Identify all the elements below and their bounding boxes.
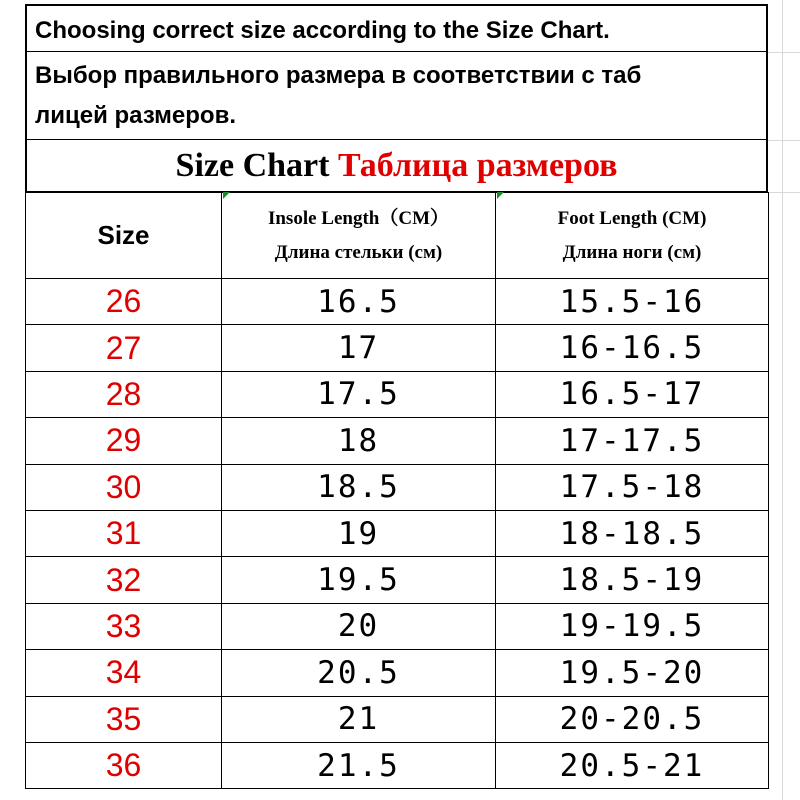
chart-title-russian: Таблица размеров bbox=[337, 147, 618, 184]
insole-length-cell[interactable]: 18.5 bbox=[222, 464, 496, 510]
insole-length-cell[interactable]: 20.5 bbox=[222, 650, 496, 696]
table-row bbox=[26, 603, 769, 649]
size-cell[interactable]: 28 bbox=[26, 371, 222, 417]
sheet-gridline bbox=[768, 140, 800, 141]
foot-length-cell[interactable]: 19.5-20 bbox=[496, 650, 769, 696]
size-cell[interactable]: 36 bbox=[26, 742, 222, 788]
table-row bbox=[26, 650, 769, 696]
table-row bbox=[26, 510, 769, 556]
insole-length-cell[interactable]: 19 bbox=[222, 510, 496, 556]
header-foot-russian: Длина ноги (см) bbox=[562, 241, 702, 263]
header-foot-length[interactable] bbox=[496, 193, 769, 279]
notice-english-text: Choosing correct size according to the Size Chart. bbox=[35, 17, 610, 44]
foot-length-cell[interactable]: 20.5-21 bbox=[496, 742, 769, 788]
size-cell[interactable]: 32 bbox=[26, 557, 222, 603]
comment-indicator-icon[interactable] bbox=[497, 192, 504, 199]
table-row bbox=[26, 557, 769, 603]
size-cell[interactable]: 31 bbox=[26, 510, 222, 556]
insole-length-cell[interactable]: 17.5 bbox=[222, 371, 496, 417]
insole-length-cell[interactable]: 18 bbox=[222, 418, 496, 464]
size-table bbox=[25, 192, 769, 789]
insole-length-cell[interactable]: 20 bbox=[222, 603, 496, 649]
table-row bbox=[26, 371, 769, 417]
foot-length-cell[interactable]: 16-16.5 bbox=[496, 325, 769, 371]
table-row bbox=[26, 742, 769, 788]
insole-length-cell[interactable]: 19.5 bbox=[222, 557, 496, 603]
header-foot-english: Foot Length (CM) bbox=[557, 207, 707, 229]
foot-length-cell[interactable]: 19-19.5 bbox=[496, 603, 769, 649]
sheet-gridline bbox=[768, 192, 800, 193]
notice-cell-russian[interactable] bbox=[25, 52, 768, 140]
table-row bbox=[26, 279, 769, 325]
header-size[interactable]: Size bbox=[26, 193, 222, 279]
foot-length-cell[interactable]: 20-20.5 bbox=[496, 696, 769, 742]
size-cell[interactable]: 29 bbox=[26, 418, 222, 464]
sheet-gridline bbox=[782, 0, 783, 800]
header-insole-russian: Длина стельки (см) bbox=[274, 241, 443, 263]
size-cell[interactable]: 34 bbox=[26, 650, 222, 696]
insole-length-cell[interactable]: 21.5 bbox=[222, 742, 496, 788]
table-row bbox=[26, 418, 769, 464]
table-row bbox=[26, 325, 769, 371]
insole-length-cell[interactable]: 16.5 bbox=[222, 279, 496, 325]
header-insole-english: Insole Length（CM） bbox=[267, 207, 450, 229]
comment-indicator-icon[interactable] bbox=[223, 192, 230, 199]
size-cell[interactable]: 26 bbox=[26, 279, 222, 325]
notice-russian-text bbox=[35, 56, 760, 136]
table-body bbox=[26, 279, 769, 789]
size-cell[interactable]: 35 bbox=[26, 696, 222, 742]
foot-length-cell[interactable]: 18.5-19 bbox=[496, 557, 769, 603]
chart-title-english: Size Chart bbox=[175, 147, 330, 184]
notice-russian-line-1: Выбор правильного размера в соответствии с таб bbox=[35, 62, 642, 89]
table-row bbox=[26, 696, 769, 742]
size-cell[interactable]: 30 bbox=[26, 464, 222, 510]
insole-length-cell[interactable]: 17 bbox=[222, 325, 496, 371]
foot-length-cell[interactable]: 15.5-16 bbox=[496, 279, 769, 325]
notice-russian-line-2: лицей размеров. bbox=[35, 102, 236, 129]
table-row bbox=[26, 464, 769, 510]
sheet-gridline bbox=[768, 52, 800, 53]
foot-length-cell[interactable]: 17.5-18 bbox=[496, 464, 769, 510]
size-cell[interactable]: 27 bbox=[26, 325, 222, 371]
foot-length-cell[interactable]: 16.5-17 bbox=[496, 371, 769, 417]
chart-title-cell[interactable] bbox=[25, 140, 768, 192]
foot-length-cell[interactable]: 17-17.5 bbox=[496, 418, 769, 464]
insole-length-cell[interactable]: 21 bbox=[222, 696, 496, 742]
foot-length-cell[interactable]: 18-18.5 bbox=[496, 510, 769, 556]
size-cell[interactable]: 33 bbox=[26, 603, 222, 649]
notice-cell-english[interactable] bbox=[25, 4, 768, 52]
table-header-row bbox=[26, 193, 769, 279]
header-insole-length[interactable] bbox=[222, 193, 496, 279]
chart-title bbox=[176, 147, 618, 184]
